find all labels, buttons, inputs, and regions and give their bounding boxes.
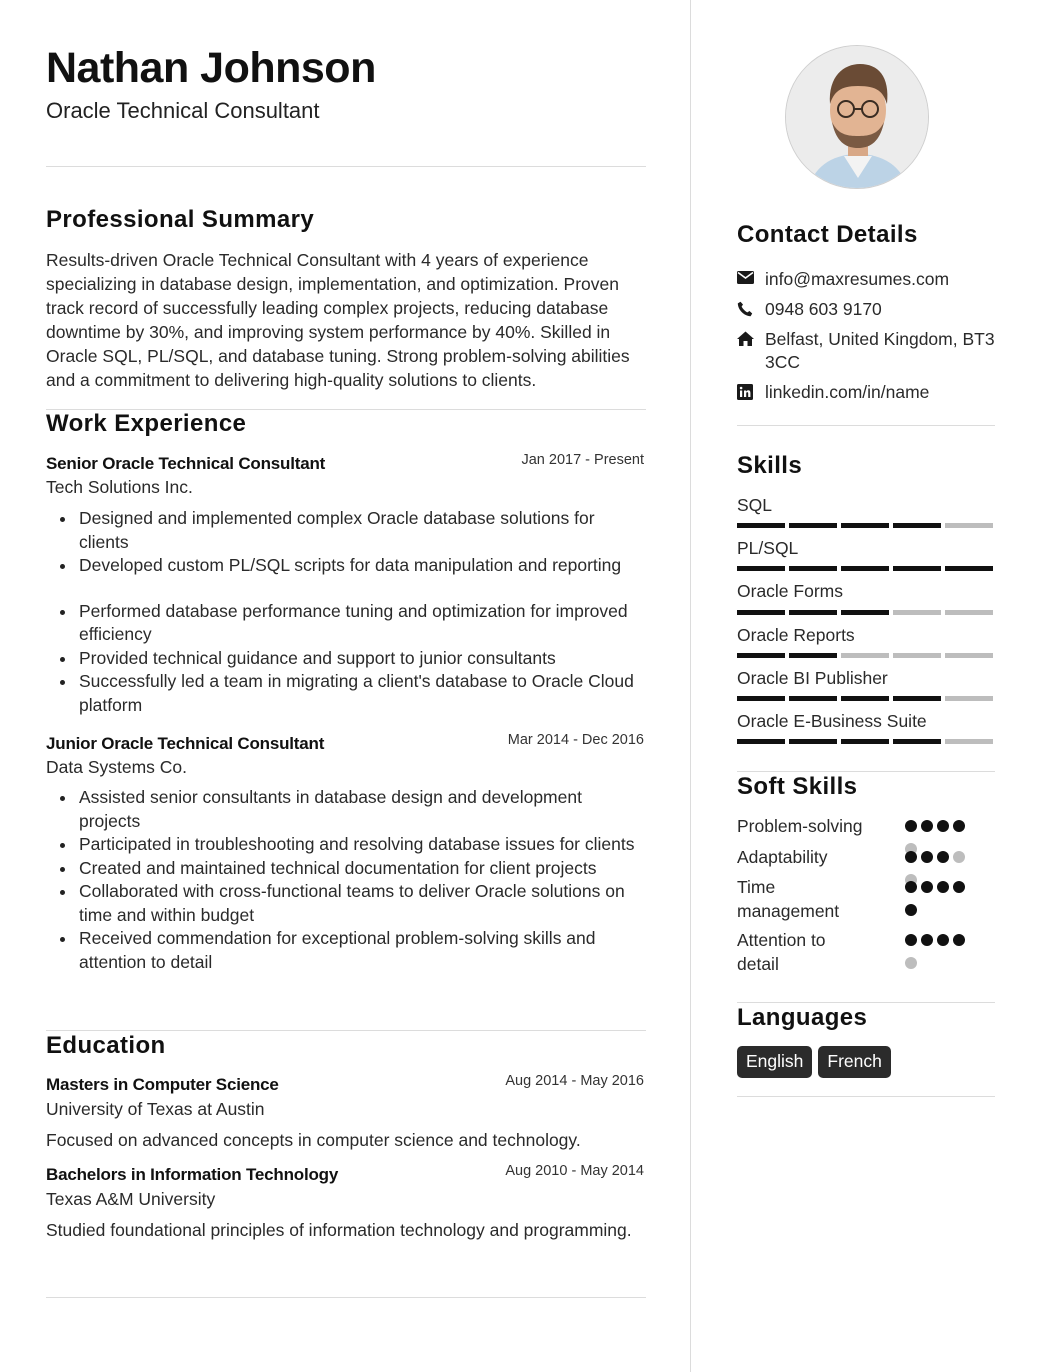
skill-name: Oracle Reports	[737, 625, 855, 645]
skill-bar-segment	[945, 610, 993, 615]
skill-bar	[737, 739, 993, 744]
skill-bar-segment	[841, 610, 889, 615]
skill-bar-segment	[789, 696, 837, 701]
rating-dot	[937, 934, 949, 946]
degree-dates: Aug 2010 - May 2014	[505, 1163, 644, 1179]
rating-dot	[921, 881, 933, 893]
skill-bar-segment	[841, 696, 889, 701]
address-text: Belfast, United Kingdom, BT3 3CC	[765, 329, 995, 372]
skill-name: Oracle BI Publisher	[737, 668, 888, 688]
soft-skill-name: Problem-solving	[737, 816, 863, 836]
degree-description: Studied foundational principles of information technology and programming.	[46, 1220, 632, 1240]
list-item: Successfully led a team in migrating a client's database to Oracle Cloud platform	[46, 670, 646, 717]
list-item: Performed database performance tuning and optimization for improved efficiency	[46, 600, 646, 647]
candidate-name: Nathan Johnson	[46, 44, 376, 92]
degree-title: Bachelors in Information Technology	[46, 1165, 339, 1184]
skill-bar-segment	[893, 566, 941, 571]
skill-bar-segment	[945, 653, 993, 658]
rating-dot	[953, 851, 965, 863]
skill-bar	[737, 610, 993, 615]
profile-photo	[785, 45, 929, 189]
list-item: Collaborated with cross-functional teams to deliver Oracle solutions on time and within budget	[46, 880, 646, 927]
job-bullets	[46, 786, 646, 974]
skill-bar-segment	[789, 523, 837, 528]
rating-dot	[937, 881, 949, 893]
divider	[46, 1030, 646, 1031]
job-dates: Jan 2017 - Present	[521, 452, 644, 468]
contact-email[interactable]	[737, 268, 995, 291]
phone-text[interactable]: 0948 603 9170	[765, 299, 882, 319]
list-item: Assisted senior consultants in database design and development projects	[46, 786, 646, 833]
divider	[737, 1096, 995, 1097]
summary-heading: Professional Summary	[46, 206, 315, 233]
skill-bar-segment	[789, 566, 837, 571]
rating-dot	[905, 957, 917, 969]
skill-bar-segment	[789, 653, 837, 658]
rating-dot	[937, 851, 949, 863]
skill-bar	[737, 523, 993, 528]
skill-bar-segment	[893, 610, 941, 615]
list-item: Developed custom PL/SQL scripts for data manipulation and reporting	[46, 554, 646, 578]
skill-bar-segment	[841, 523, 889, 528]
list-item: Received commendation for exceptional problem-solving skills and attention to detail	[46, 927, 646, 974]
skill-bar-segment	[737, 610, 785, 615]
divider	[737, 771, 995, 772]
skill-bar-segment	[737, 739, 785, 744]
skill-name: PL/SQL	[737, 538, 799, 558]
divider	[737, 425, 995, 426]
soft-skill-rating	[905, 934, 980, 969]
column-divider	[690, 0, 691, 1372]
skills-heading: Skills	[737, 452, 803, 479]
list-item: Participated in troubleshooting and resolving database issues for clients	[46, 833, 646, 857]
soft-skill-rating	[905, 820, 980, 855]
skill-bar-segment	[841, 739, 889, 744]
skill-bar-segment	[737, 523, 785, 528]
job-title: Senior Oracle Technical Consultant	[46, 454, 326, 473]
rating-dot	[953, 881, 965, 893]
divider	[46, 1297, 646, 1298]
language-chip: English	[737, 1046, 812, 1078]
skill-bar-segment	[893, 523, 941, 528]
soft-skill-name: Time management	[737, 877, 840, 921]
job-title: Junior Oracle Technical Consultant	[46, 734, 325, 753]
job-company: Data Systems Co.	[46, 757, 188, 777]
skill-name: Oracle E-Business Suite	[737, 711, 927, 731]
job-company: Tech Solutions Inc.	[46, 477, 193, 497]
rating-dot	[953, 820, 965, 832]
rating-dot	[905, 934, 917, 946]
skill-bar-segment	[893, 653, 941, 658]
skill-bar-segment	[893, 696, 941, 701]
school-name: University of Texas at Austin	[46, 1099, 265, 1119]
skill-bar-segment	[893, 739, 941, 744]
divider	[737, 1002, 995, 1003]
soft-skill-rating	[905, 881, 980, 916]
email-text[interactable]: info@maxresumes.com	[765, 269, 950, 289]
skill-bar	[737, 653, 993, 658]
skill-bar	[737, 696, 993, 701]
language-list	[737, 1046, 891, 1078]
skill-bar-segment	[789, 739, 837, 744]
rating-dot	[905, 820, 917, 832]
skill-bar-segment	[945, 739, 993, 744]
skill-bar-segment	[841, 653, 889, 658]
linkedin-icon	[737, 381, 765, 405]
list-item: Provided technical guidance and support to junior consultants	[46, 647, 646, 671]
job-bullets	[46, 507, 646, 717]
language-chip: French	[818, 1046, 890, 1078]
summary-text: Results-driven Oracle Technical Consultant with 4 years of experience specializing in database design, implementation, and optimization. Proven track record of successfully leading complex projects, reducing database downtime by 30%, and improving system performance by 40%. Skilled in Oracle SQL, PL/SQL, and database tuning. Strong problem-solving abilities and a commitment to delivering high-quality solutions to clients.	[46, 250, 630, 390]
skill-bar-segment	[737, 566, 785, 571]
skill-bar	[737, 566, 993, 571]
contact-heading: Contact Details	[737, 221, 918, 248]
phone-icon	[737, 298, 765, 322]
skill-bar-segment	[737, 696, 785, 701]
skill-bar-segment	[945, 696, 993, 701]
skill-bar-segment	[841, 566, 889, 571]
soft-skills-heading: Soft Skills	[737, 773, 858, 800]
soft-skill-name: Adaptability	[737, 847, 828, 867]
skill-bar-segment	[945, 523, 993, 528]
languages-heading: Languages	[737, 1004, 868, 1031]
contact-phone[interactable]	[737, 298, 995, 322]
rating-dot	[921, 851, 933, 863]
skill-name: SQL	[737, 495, 773, 515]
avatar	[786, 46, 929, 189]
skill-bar-segment	[737, 653, 785, 658]
soft-skill-name: Attention to detail	[737, 930, 826, 974]
divider	[46, 166, 646, 167]
experience-heading: Work Experience	[46, 410, 247, 437]
envelope-icon	[737, 268, 765, 289]
skill-name: Oracle Forms	[737, 581, 843, 601]
school-name: Texas A&M University	[46, 1189, 216, 1209]
rating-dot	[921, 934, 933, 946]
rating-dot	[937, 820, 949, 832]
candidate-role: Oracle Technical Consultant	[46, 98, 320, 123]
home-icon	[737, 328, 765, 351]
linkedin-text[interactable]: linkedin.com/in/name	[765, 382, 930, 402]
rating-dot	[905, 881, 917, 893]
education-heading: Education	[46, 1032, 166, 1059]
skill-bar-segment	[945, 566, 993, 571]
degree-description: Focused on advanced concepts in computer science and technology.	[46, 1130, 581, 1150]
rating-dot	[921, 820, 933, 832]
job-dates: Mar 2014 - Dec 2016	[507, 732, 644, 748]
degree-dates: Aug 2014 - May 2016	[505, 1073, 644, 1089]
rating-dot	[905, 904, 917, 916]
degree-title: Masters in Computer Science	[46, 1075, 279, 1094]
rating-dot	[905, 851, 917, 863]
rating-dot	[953, 934, 965, 946]
list-item: Created and maintained technical documentation for client projects	[46, 857, 646, 881]
contact-linkedin[interactable]	[737, 381, 995, 405]
contact-address	[737, 328, 995, 374]
skill-bar-segment	[789, 610, 837, 615]
list-item: Designed and implemented complex Oracle database solutions for clients	[46, 507, 646, 554]
